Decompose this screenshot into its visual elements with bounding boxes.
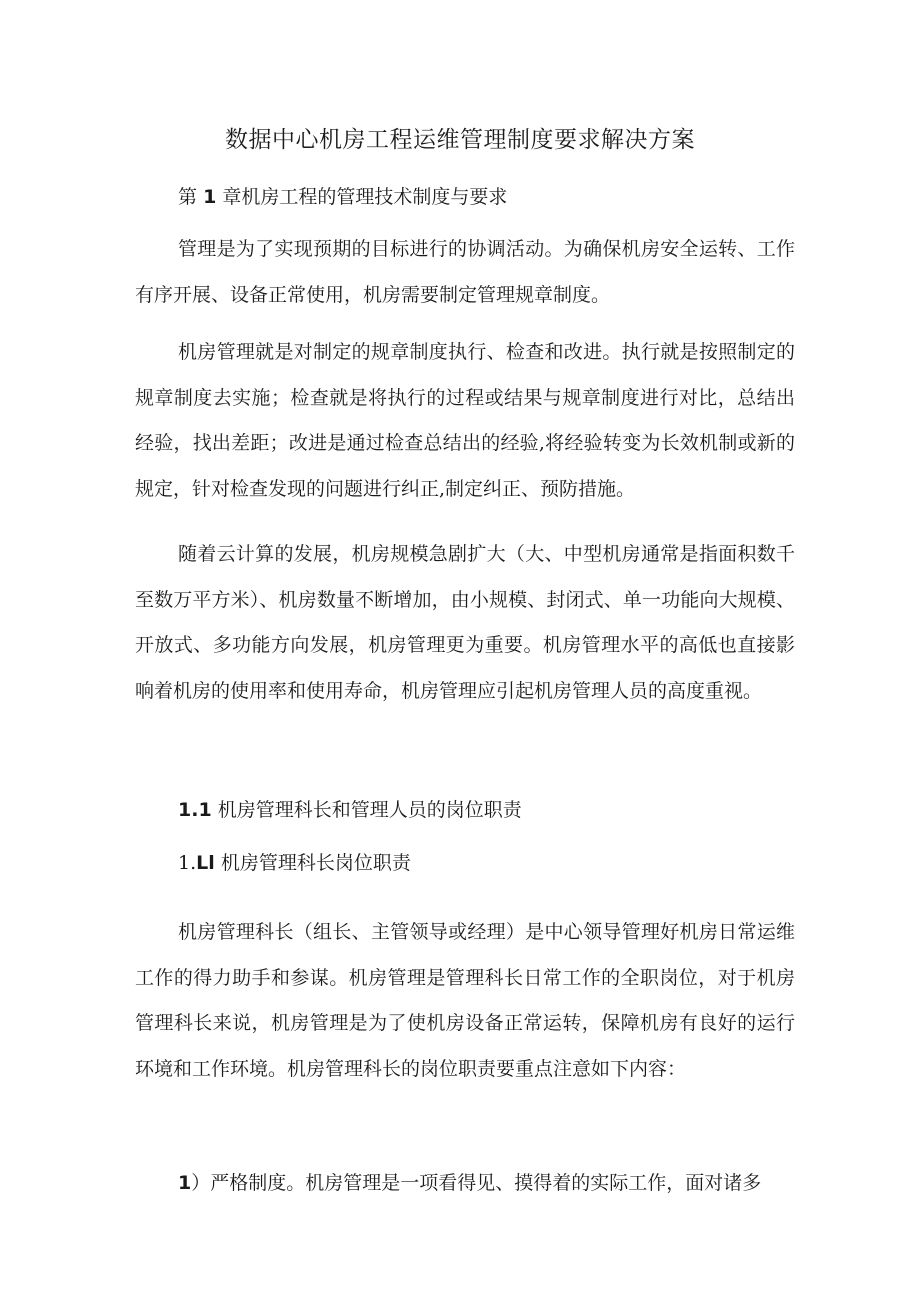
section-1-1-1-number-bold: Ll — [196, 852, 215, 874]
list-item-1-number: 1 — [178, 1172, 192, 1194]
chapter-heading — [178, 182, 507, 212]
section-1-1-number: 1.1 — [178, 799, 212, 821]
section-1-1-1-title: 机房管理科长岗位职责 — [220, 852, 411, 874]
section-1-1-1-number-plain: 1. — [178, 852, 197, 874]
section-paragraph: 机房管理科长（组长、主管领导或经理）是中心领导管理好机房日常运维工作的得力助手和参谋。机房管理是管理科长日常工作的全职岗位，对于机房管理科长来说，机房管理是为了使机房设备正常运转，保障机房有良好的运行环境和工作环境。机房管理科长的岗位职责要重点注意如下内容： — [135, 921, 795, 1080]
paragraph-2: 机房管理就是对制定的规章制度执行、检查和改进。执行就是按照制定的规章制度去实施；检查就是将执行的过程或结果与规章制度进行对比，总结出经验，找出差距；改进是通过检查总结出的经验,将经验转变为长效机制或新的规定，针对检查发现的问题进行纠正,制定纠正、预防措施。 — [135, 341, 795, 500]
chapter-prefix: 第 — [178, 186, 198, 208]
section-1-1-heading — [178, 795, 522, 825]
paragraph-3: 随着云计算的发展，机房规模急剧扩大（大、中型机房通常是指面积数千至数万平方米）、机房数量不断增加，由小规模、封闭式、单一功能向大规模、开放式、多功能方向发展，机房管理更为重要。机房管理水平的高低也直接影响着机房的使用率和使用寿命，机房管理应引起机房管理人员的高度重视。 — [135, 543, 795, 702]
list-item-1-text: ）严格制度。机房管理是一项看得见、摸得着的实际工作，面对诸多 — [191, 1172, 762, 1194]
chapter-number: 1 — [203, 186, 217, 208]
list-item-1 — [178, 1168, 761, 1198]
document-title: 数据中心机房工程运维管理制度要求解决方案 — [225, 127, 695, 153]
section-1-1-1-heading — [178, 848, 411, 878]
paragraph-1: 管理是为了实现预期的目标进行的协调活动。为确保机房安全运转、工作有序开展、设备正常使用，机房需要制定管理规章制度。 — [135, 238, 795, 306]
chapter-title: 章机房工程的管理技术制度与要求 — [222, 186, 508, 208]
section-1-1-title: 机房管理科长和管理人员的岗位职责 — [217, 799, 522, 821]
